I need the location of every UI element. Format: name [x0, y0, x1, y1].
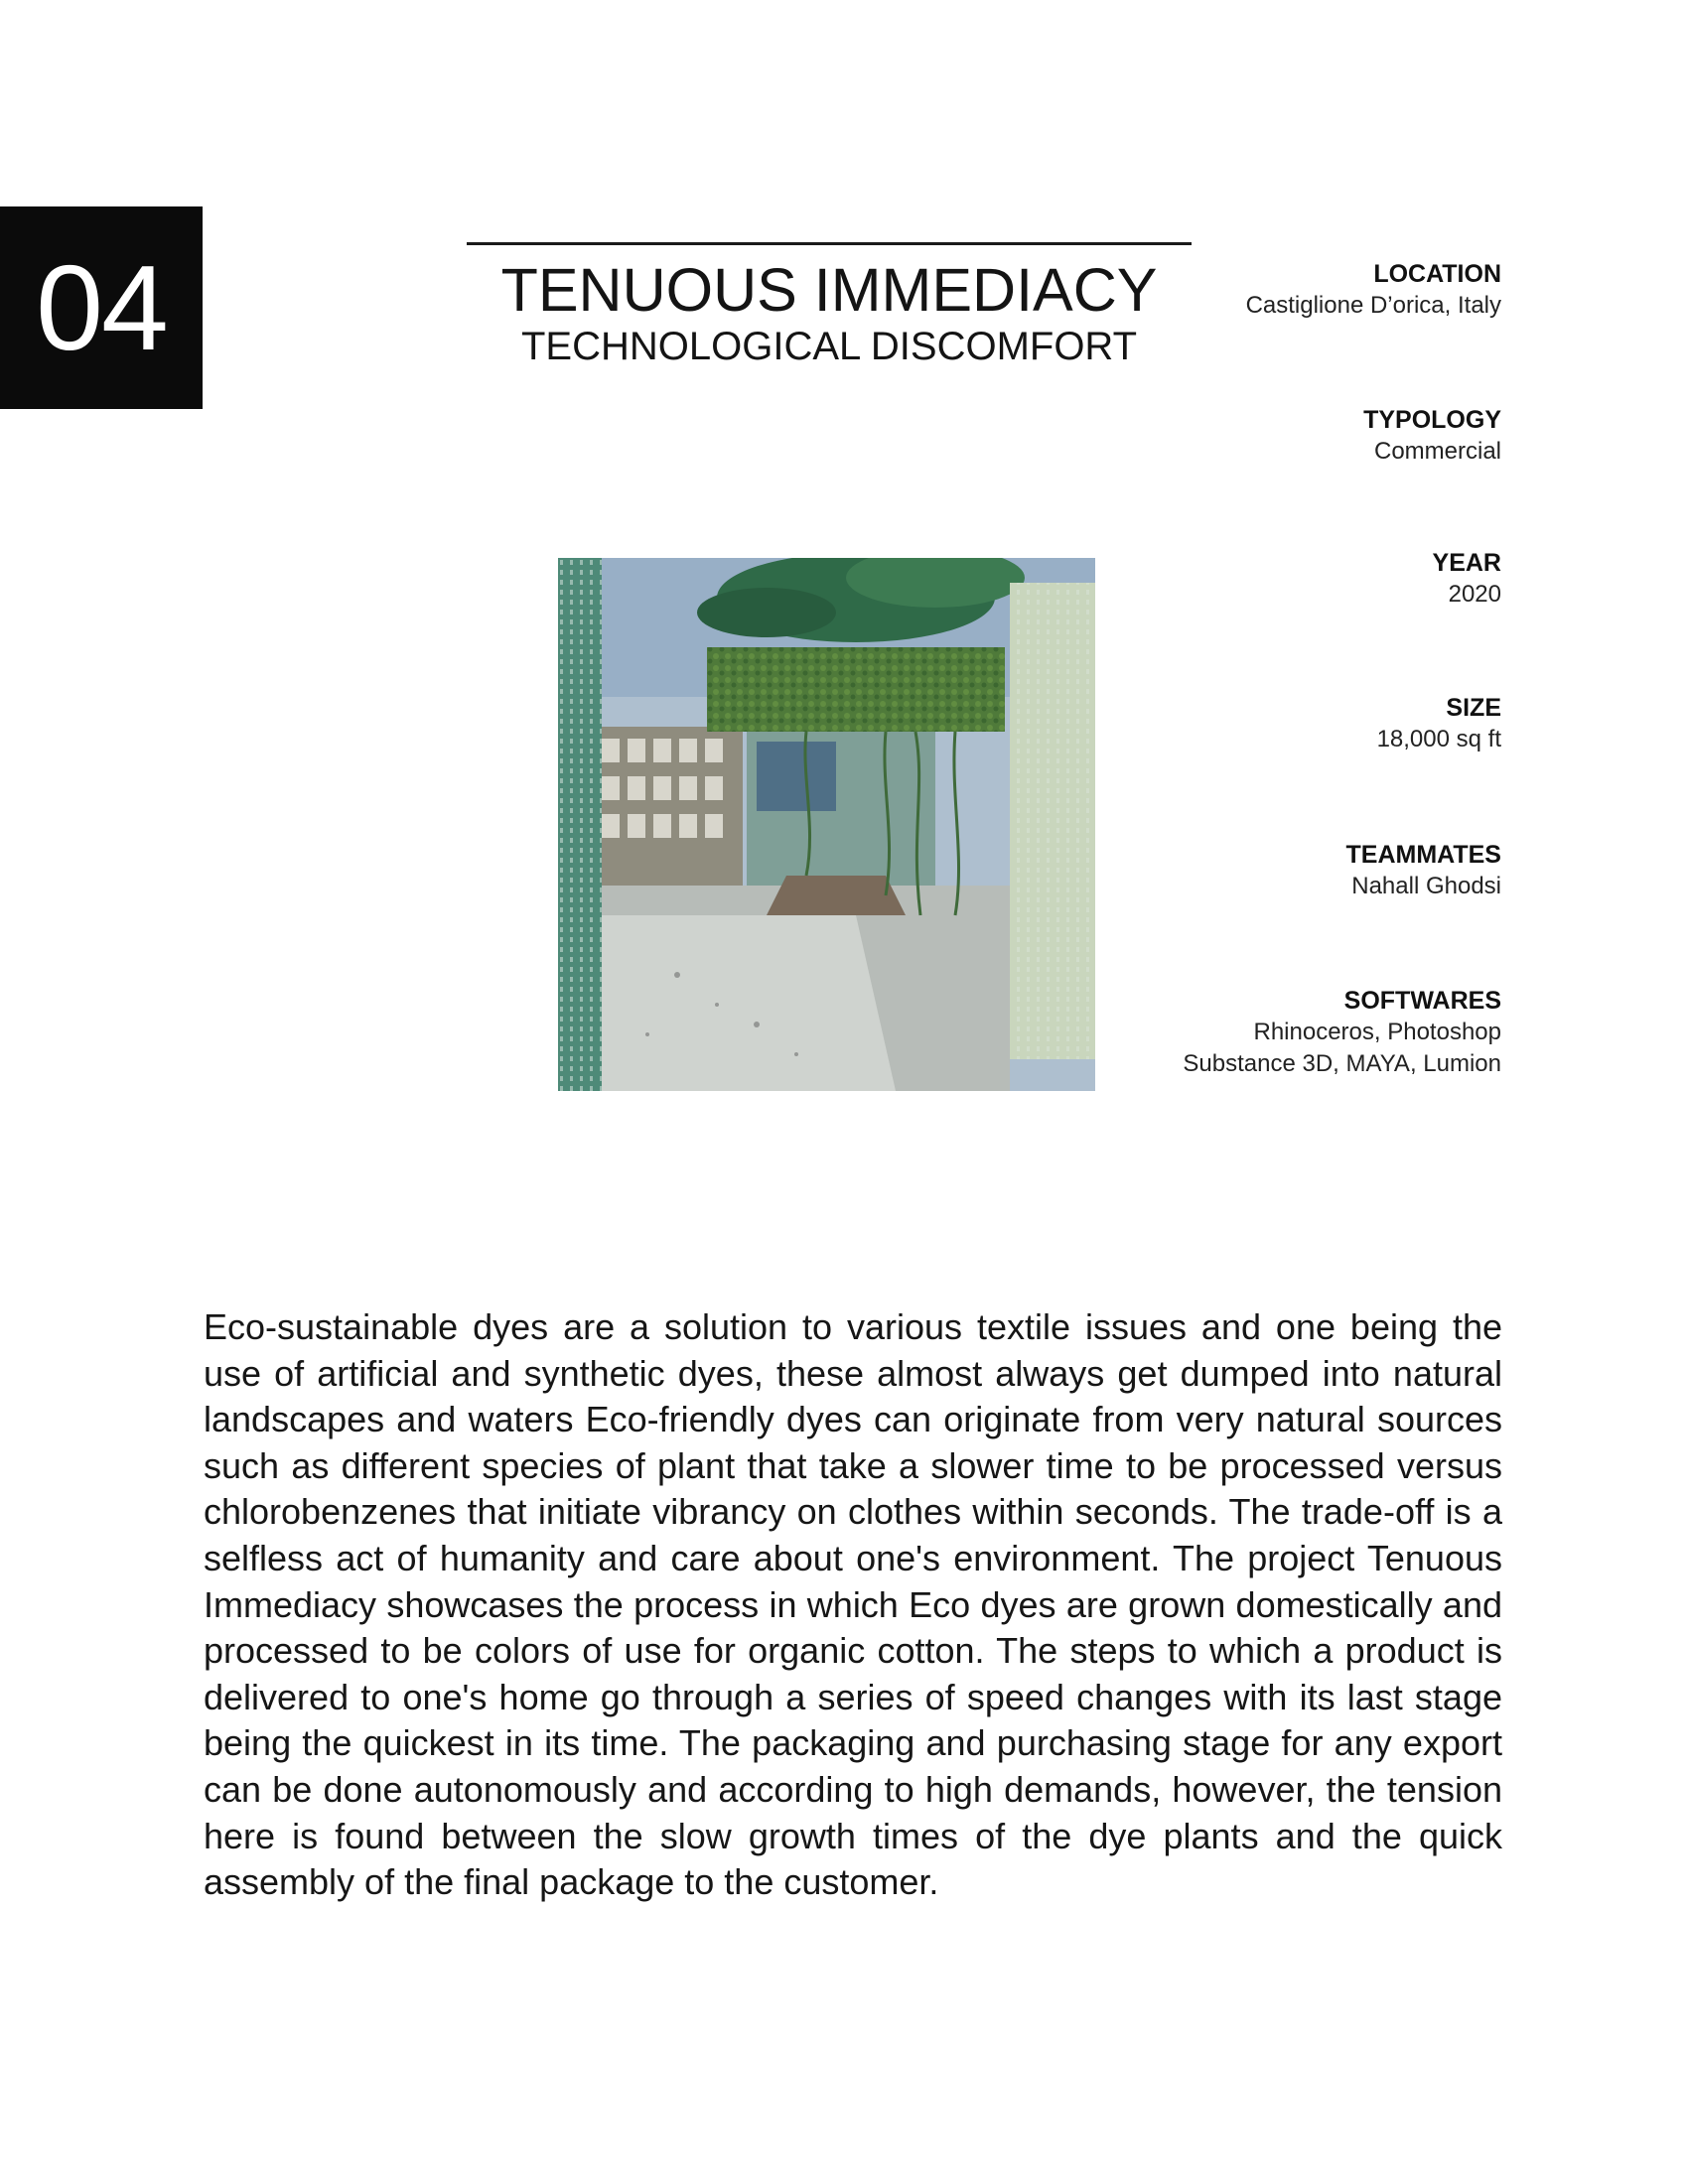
- meta-teammates-label: TEAMMATES: [1345, 841, 1501, 869]
- meta-year-label: YEAR: [1432, 549, 1501, 577]
- project-number: 04: [36, 240, 167, 375]
- title-divider: [467, 242, 1192, 245]
- meta-location-value: Castiglione D’orica, Italy: [1245, 292, 1501, 319]
- meta-softwares-value-line1: Rhinoceros, Photoshop: [1253, 1019, 1501, 1045]
- meta-year: [1045, 547, 1501, 611]
- meta-size-label: SIZE: [1446, 694, 1501, 722]
- meta-size-value: 18,000 sq ft: [1376, 726, 1501, 752]
- meta-size: [1045, 692, 1501, 755]
- project-number-badge: [0, 206, 203, 409]
- meta-typology-label: TYPOLOGY: [1363, 406, 1501, 434]
- project-render-image: [558, 558, 1095, 1091]
- project-subtitle: TECHNOLOGICAL DISCOMFORT: [520, 325, 1138, 368]
- project-description: Eco-sustainable dyes are a solution to various textile issues and one being the use of artificial and synthetic dyes, these almost always get dumped into natural landscapes and waters Eco-friendly dyes can originate from very natural sources such as different species of plant that take a slower time to be processed versus chlorobenzenes that initiate vibrancy on clothes within seconds. The trade-off is a selfless act of humanity and care about one's environment. The project Tenuous Immediacy showcases the process in which Eco dyes are grown domestically and processed to be colors of use for organic cotton. The steps to which a product is delivered to one's home go through a series of speed changes with its last stage being the quickest in its time. The packaging and purchasing stage for any export can be done autonomously and according to high demands, however, the tension here is found between the slow growth times of the dye plants and the quick assembly of the final package to the customer.: [204, 1306, 1502, 1903]
- meta-year-value: 2020: [1448, 581, 1501, 608]
- meta-softwares-value-line2: Substance 3D, MAYA, Lumion: [1183, 1050, 1501, 1077]
- meta-teammates-value: Nahall Ghodsi: [1351, 873, 1501, 899]
- project-title: TENUOUS IMMEDIACY: [500, 256, 1158, 324]
- meta-softwares: [1045, 985, 1501, 1080]
- meta-softwares-label: SOFTWARES: [1343, 987, 1501, 1015]
- meta-typology-value: Commercial: [1373, 438, 1501, 465]
- meta-teammates: [1045, 839, 1501, 902]
- meta-typology: [1045, 404, 1501, 468]
- meta-location-label: LOCATION: [1373, 260, 1501, 288]
- meta-location: [1045, 258, 1501, 322]
